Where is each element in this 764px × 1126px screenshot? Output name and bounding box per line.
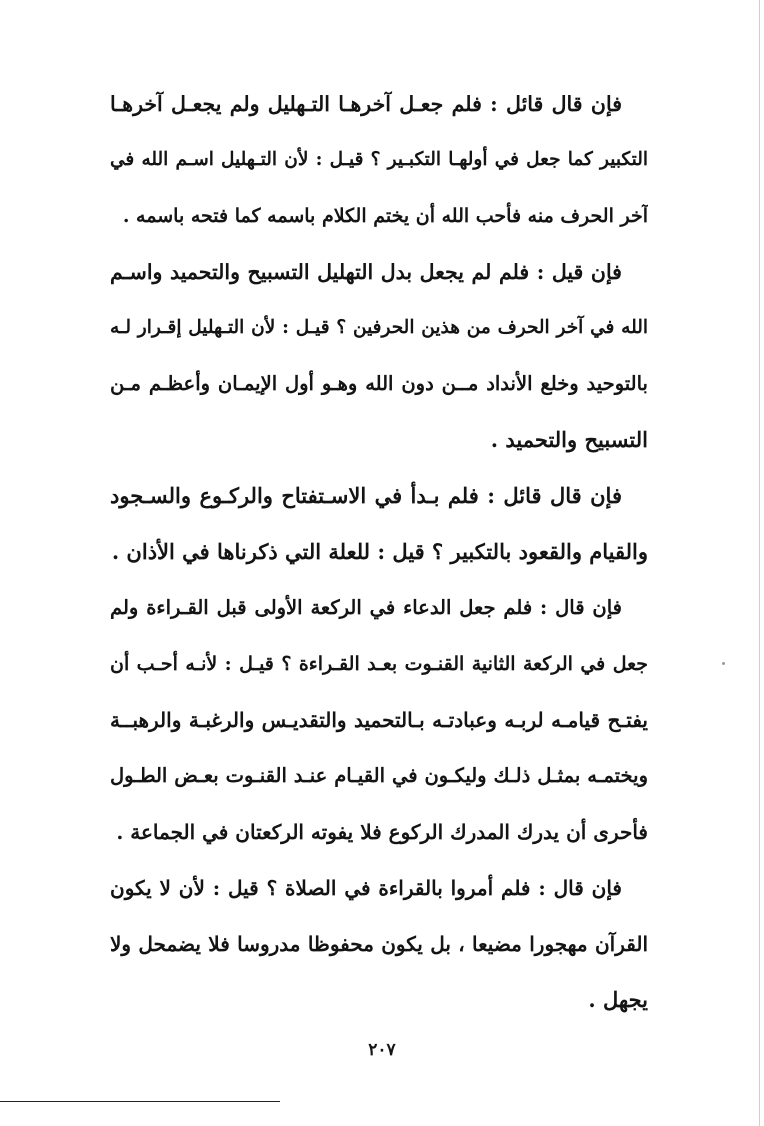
text-line: يجهل . — [588, 987, 648, 1012]
page-number: ٢٠٧ — [368, 1040, 396, 1060]
text-line: فإن قال قائل : فلم جعـل آخرهـا التـهليل ولم يجعـل آخرهـا — [110, 92, 622, 116]
text-line: آخر الحرف منه فأحب الله أن يختم الكلام باسمه كما فتحه باسمه . — [122, 205, 648, 227]
text-line: فإن قال : فلم جعل الدعاء في الركعة الأولى قبل القـراءة ولم — [110, 596, 622, 619]
text-line: القرآن مهجورا مضيعا ، بل يكون محفوظا مدروسا فلا يضمحل ولا — [110, 932, 648, 956]
text-line: فأحرى أن يدرك المدرك الركوع فلا يفوته الركعتان في الجماعة . — [116, 820, 648, 844]
text-line: بالتوحيد وخلع الأنداد مــن دون الله وهـو أول الإيمـان وأعظـم مـن — [110, 372, 648, 395]
text-line: يفتـح قيامـه لربـه وعبادتـه بـالتحميد والتقديـس والرغبـة والرهبــة — [110, 708, 648, 732]
text-line: فإن قال : فلم أمروا بالقراءة في الصلاة ؟ قيل : لأن لا يكون — [110, 876, 622, 900]
text-line: فإن قيل : فلم لم يجعل بدل التهليل التسبيح والتحميد واسـم — [110, 260, 622, 284]
text-line: ويختمـه بمثـل ذلـك وليكـون في القيـام عنـد القنـوت بعـض الطـول — [110, 764, 648, 787]
body-text — [110, 76, 648, 1028]
text-line: التسبيح والتحميد . — [490, 427, 648, 452]
text-line: والقيام والقعود بالتكبير ؟ قيل : للعلة التي ذكرناها في الأذان . — [111, 539, 648, 564]
footer-rule — [0, 1101, 280, 1102]
text-line: فإن قال قائل : فلم بـدأ في الاسـتفتاح والركـوع والسـجود — [110, 483, 622, 508]
text-line: الله في آخر الحرف من هذين الحرفين ؟ قيـل : لأن التـهليل إقـرار لـه — [110, 317, 648, 338]
scan-speck — [722, 662, 725, 665]
text-line: التكبير كما جعل في أولهـا التكبـير ؟ قيـل : لأن التـهليل اسـم الله في — [110, 149, 648, 170]
text-line: جعل في الركعة الثانية القنـوت بعـد القـراءة ؟ قيـل : لأنـه أحـب أن — [110, 653, 648, 675]
page-edge-shadow — [759, 0, 760, 1126]
